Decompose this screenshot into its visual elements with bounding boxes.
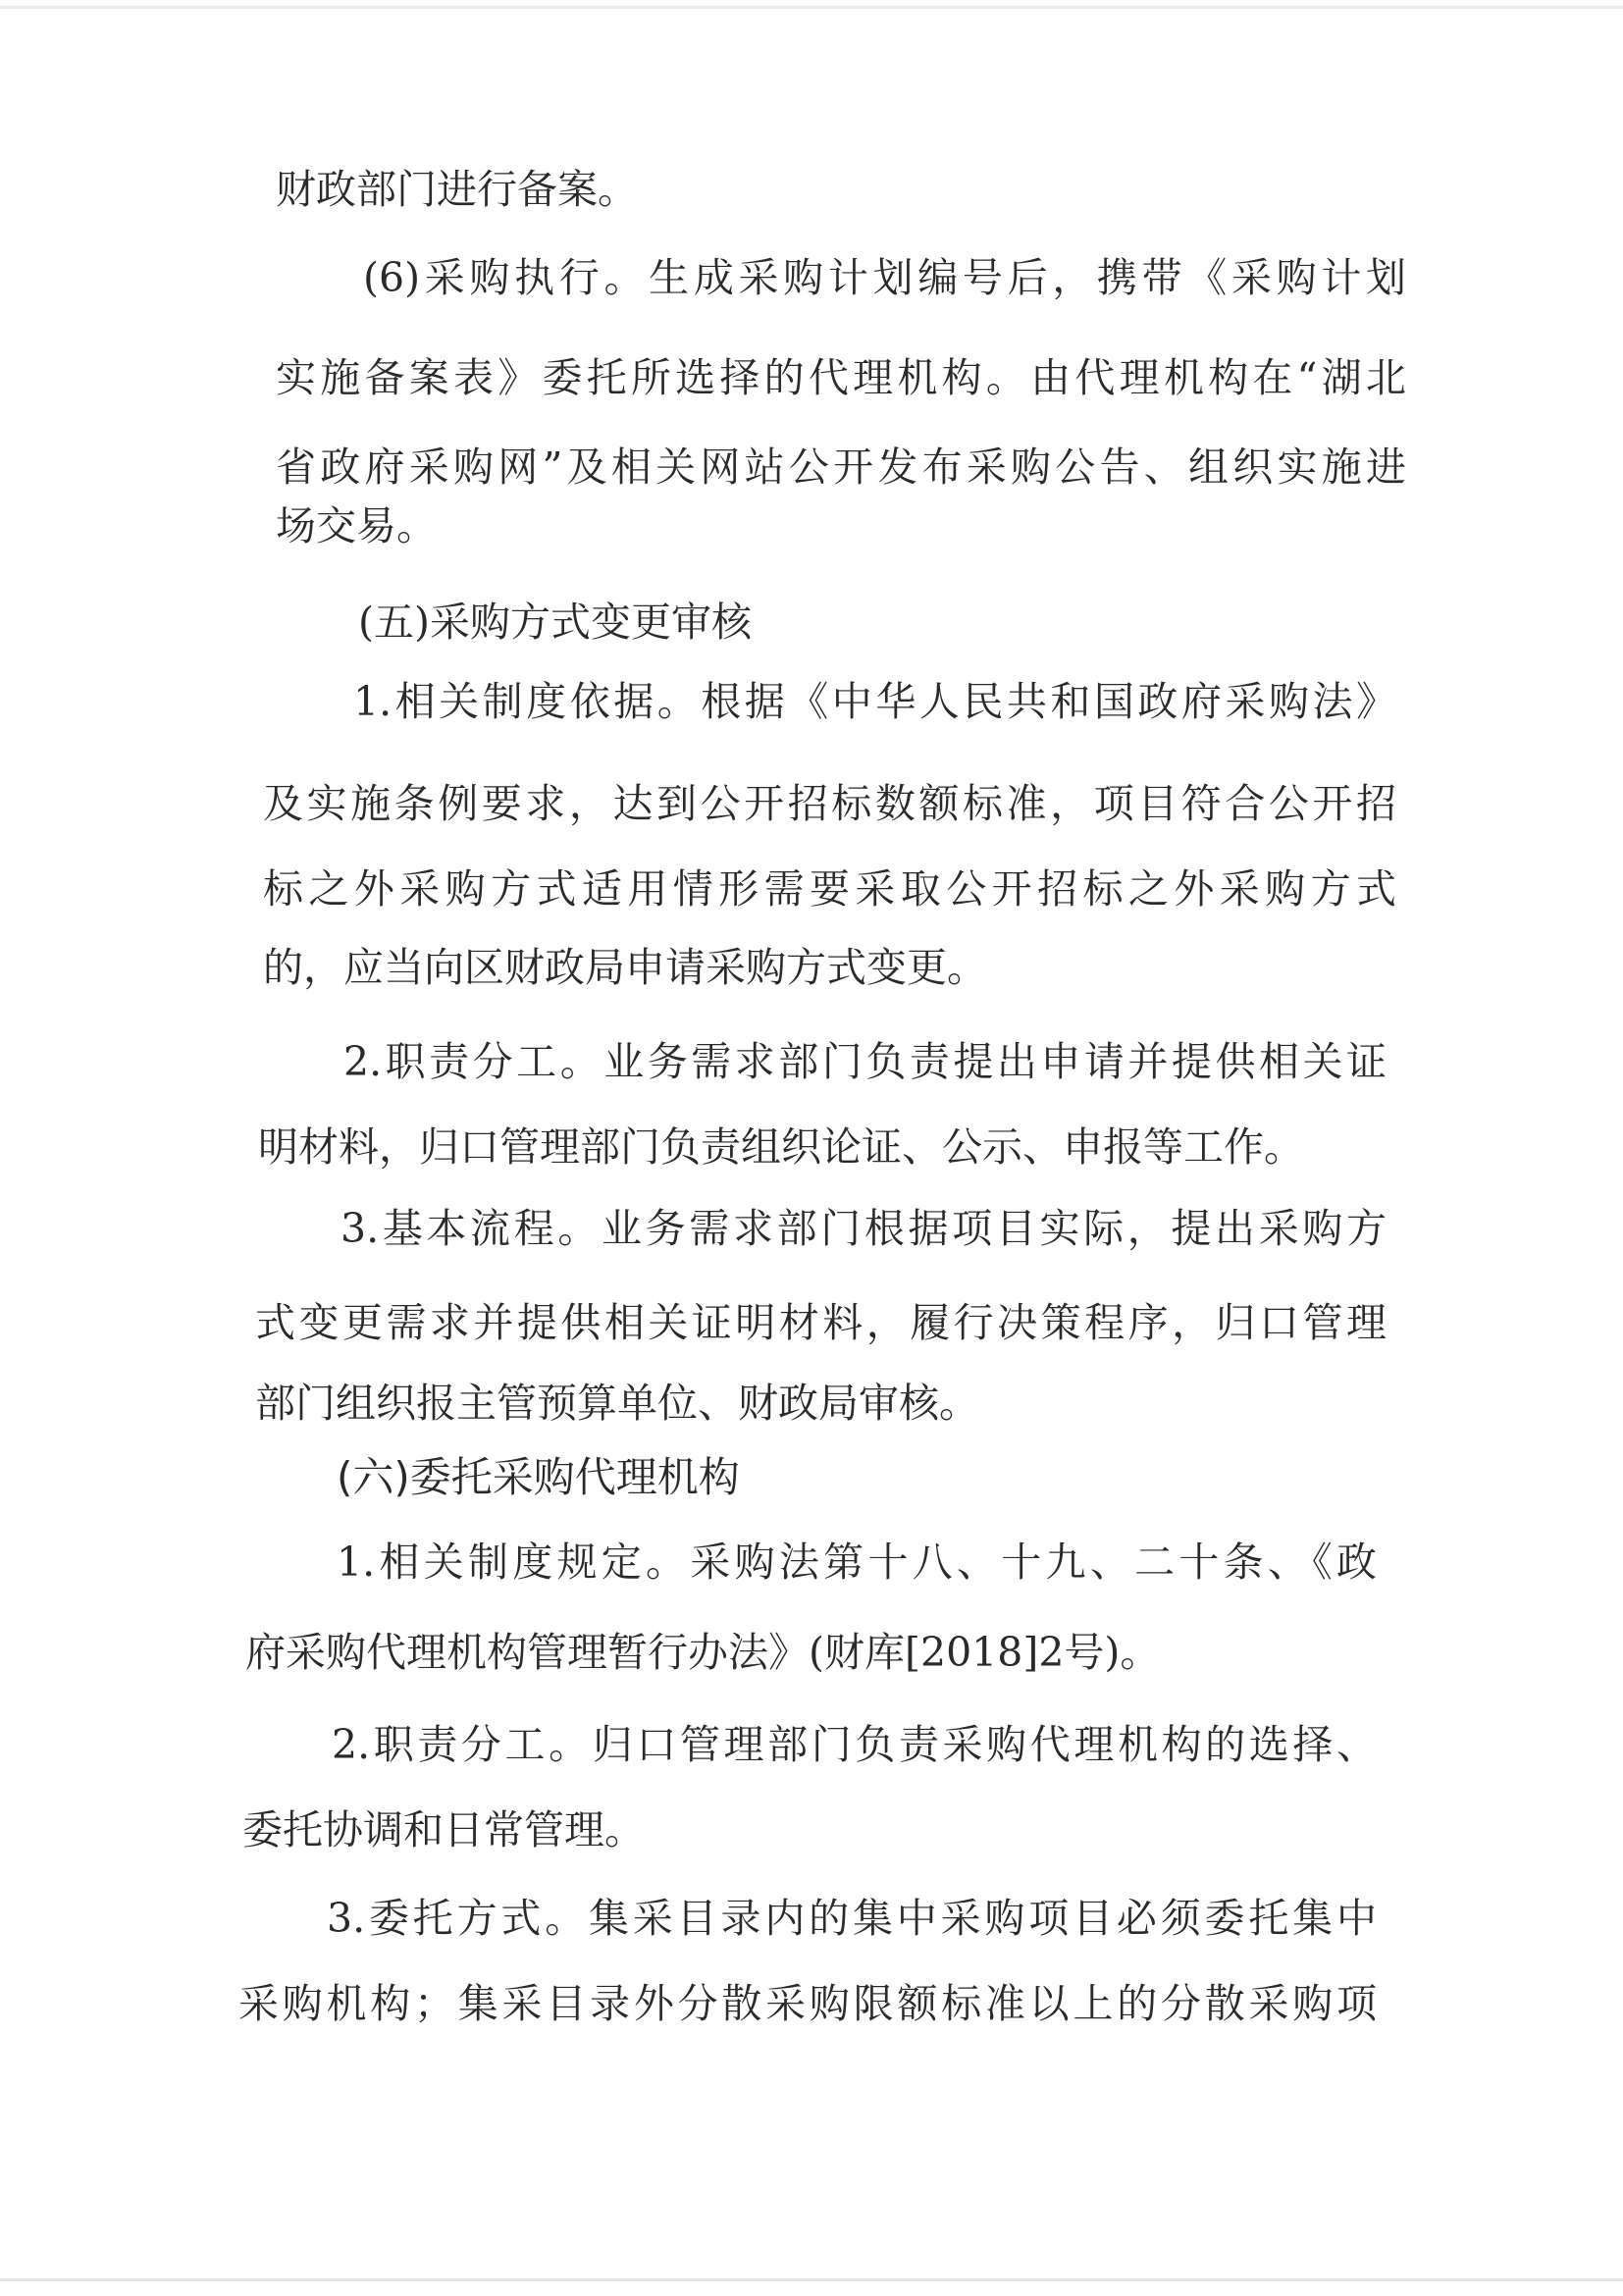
scan-bottom-edge <box>0 2278 1623 2281</box>
section-heading-5: (五)采购方式变更审核 <box>358 599 752 646</box>
text-line: 财政部门进行备案。 <box>276 166 638 213</box>
text-line: 实施备案表》委托所选择的代理机构。由代理机构在“湖北 <box>276 354 1406 401</box>
text-line: 1.相关制度规定。采购法第十八、十九、二十条、《政 <box>337 1539 1377 1586</box>
text-line: 委托协调和日常管理。 <box>242 1806 645 1853</box>
scan-top-edge <box>0 6 1623 9</box>
text-line: 部门组织报主管预算单位、财政局审核。 <box>255 1380 979 1427</box>
text-line: 标之外采购方式适用情形需要采取公开招标之外采购方式 <box>263 865 1396 913</box>
text-line: 的，应当向区财政局申请采购方式变更。 <box>263 944 987 991</box>
text-line: 采购机构；集采目录外分散采购限额标准以上的分散采购项 <box>238 1980 1377 2027</box>
text-line: 式变更需求并提供相关证明材料，履行决策程序，归口管理 <box>255 1299 1387 1346</box>
section-heading-6: (六)委托采购代理机构 <box>337 1453 740 1501</box>
text-line: (6)采购执行。生成采购计划编号后，携带《采购计划 <box>363 254 1406 301</box>
text-line: 场交易。 <box>276 502 437 549</box>
text-line: 省政府采购网”及相关网站公开发布采购公告、组织实施进 <box>276 444 1406 491</box>
text-line: 府采购代理机构管理暂行办法》(财库[2018]2号)。 <box>245 1629 1161 1676</box>
text-line: 1.相关制度依据。根据《中华人民共和国政府采购法》 <box>353 678 1396 725</box>
text-line: 2.职责分工。归口管理部门负责采购代理机构的选择、 <box>332 1721 1377 1768</box>
text-line: 2.职责分工。业务需求部门负责提出申请并提供相关证 <box>343 1038 1387 1085</box>
text-line: 及实施条例要求，达到公开招标数额标准，项目符合公开招 <box>263 780 1396 827</box>
text-line: 3.基本流程。业务需求部门根据项目实际，提出采购方 <box>340 1205 1387 1252</box>
text-line: 3.委托方式。集采目录内的集中采购项目必须委托集中 <box>327 1895 1377 1942</box>
text-line: 明材料，归口管理部门负责组织论证、公示、申报等工作。 <box>258 1123 1304 1171</box>
